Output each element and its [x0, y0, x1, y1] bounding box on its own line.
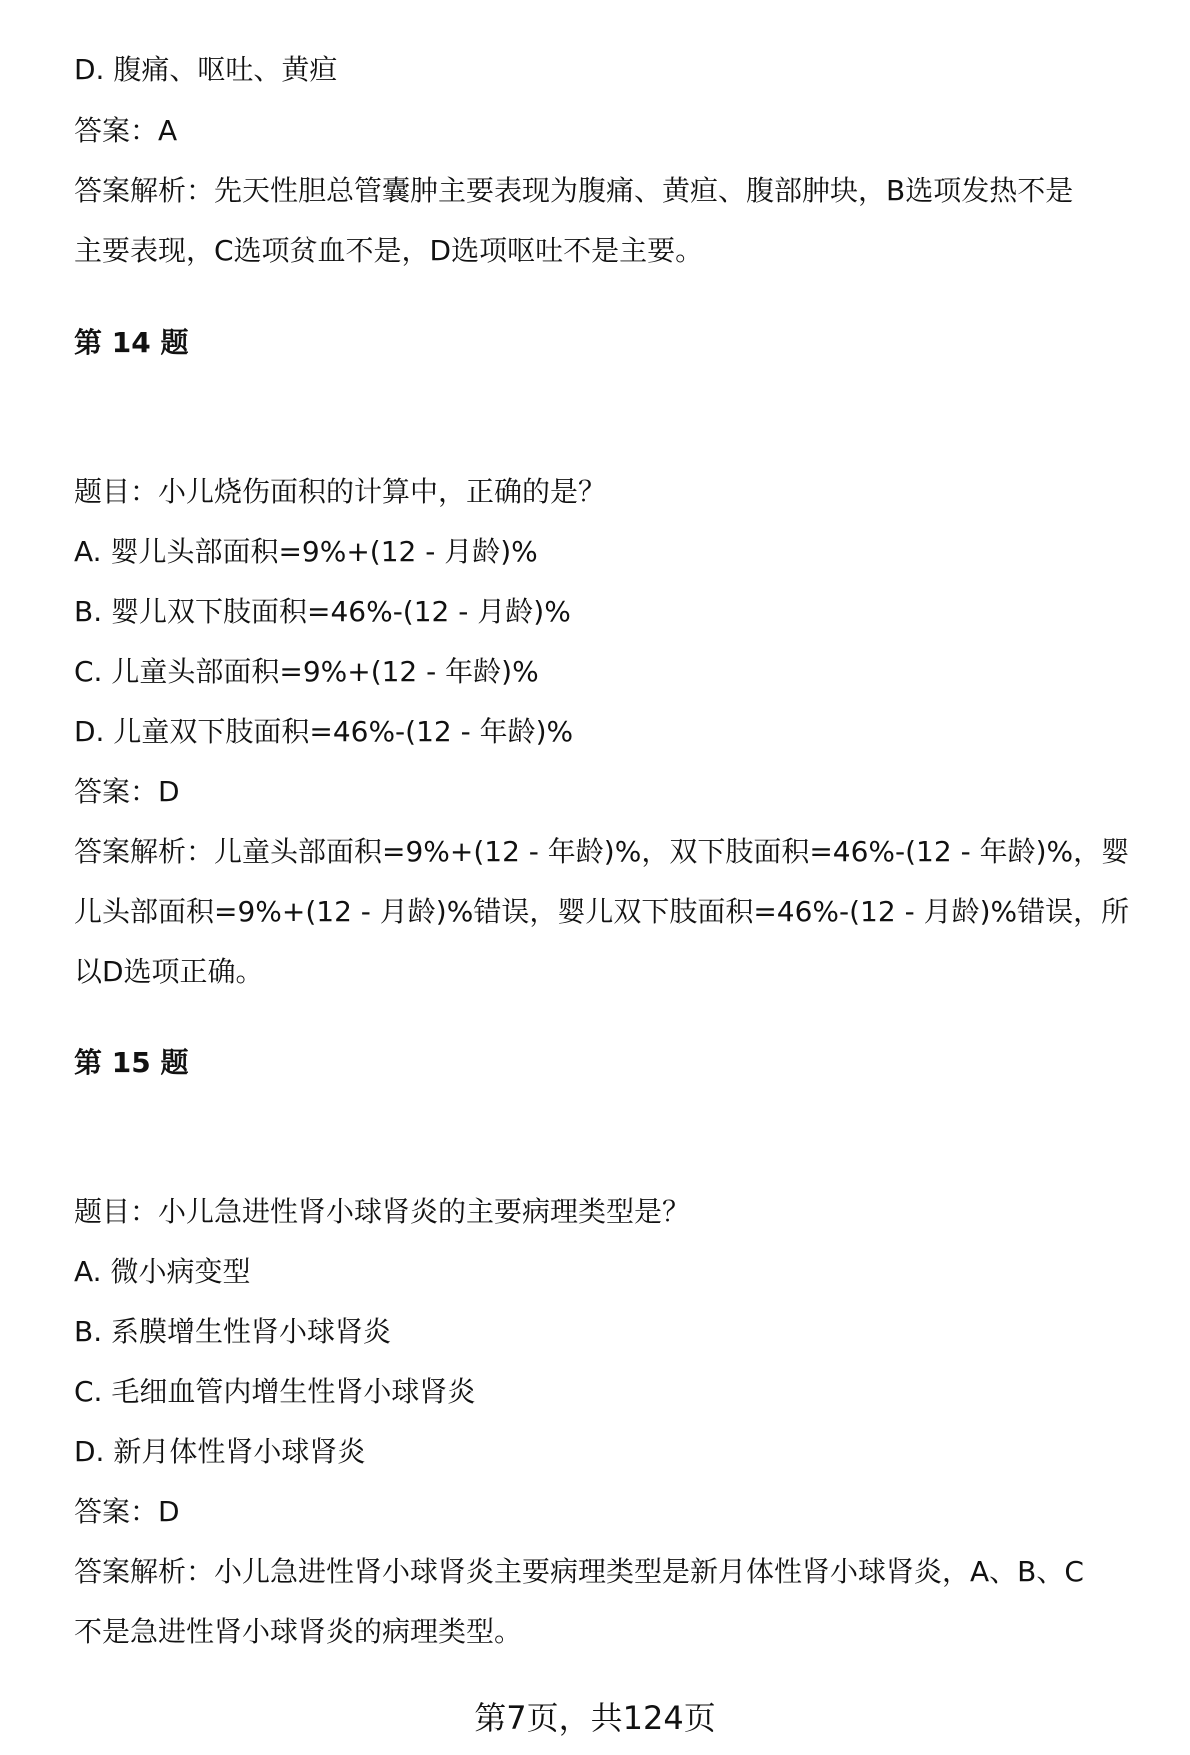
q13-option-d: D. 腹痛、呕吐、黄疸 [74, 53, 338, 86]
q14-option-d: D. 儿童双下肢面积=46%-(12 - 年龄)% [74, 715, 574, 748]
q13-analysis-line-1: 答案解析：先天性胆总管囊肿主要表现为腹痛、黄疸、腹部肿块，B选项发热不是 [74, 174, 1074, 207]
q14-answer: 答案：D [74, 775, 180, 808]
q14-analysis-line-1: 答案解析：儿童头部面积=9%+(12 - 年龄)%，双下肢面积=46%-(12 - 年龄)%，婴 [74, 835, 1130, 868]
q13-analysis-line-2: 主要表现，C选项贫血不是，D选项呕吐不是主要。 [74, 234, 704, 267]
page-number-footer: 第7页，共124页 [474, 1699, 716, 1737]
q14-analysis-line-3: 以D选项正确。 [74, 955, 264, 988]
q15-heading: 第 15 题 [74, 1046, 189, 1079]
q14-option-a: A. 婴儿头部面积=9%+(12 - 月龄)% [74, 535, 538, 568]
q15-analysis-line-1: 答案解析：小儿急进性肾小球肾炎主要病理类型是新月体性肾小球肾炎，A、B、C [74, 1555, 1084, 1588]
q15-analysis-line-2: 不是急进性肾小球肾炎的病理类型。 [74, 1615, 523, 1648]
q13-answer: 答案：A [74, 114, 178, 147]
q15-answer: 答案：D [74, 1495, 180, 1528]
q14-question: 题目：小儿烧伤面积的计算中，正确的是？ [74, 475, 607, 508]
q14-analysis-line-2: 儿头部面积=9%+(12 - 月龄)%错误，婴儿双下肢面积=46%-(12 - 月龄)%错误，所 [74, 895, 1130, 928]
q15-option-a: A. 微小病变型 [74, 1255, 251, 1288]
q15-option-b: B. 系膜增生性肾小球肾炎 [74, 1315, 392, 1348]
q14-option-b: B. 婴儿双下肢面积=46%-(12 - 月龄)% [74, 595, 571, 628]
q14-option-c: C. 儿童头部面积=9%+(12 - 年龄)% [74, 655, 539, 688]
q15-option-d: D. 新月体性肾小球肾炎 [74, 1435, 366, 1468]
q15-option-c: C. 毛细血管内增生性肾小球肾炎 [74, 1375, 476, 1408]
q14-heading: 第 14 题 [74, 326, 189, 359]
q15-question: 题目：小儿急进性肾小球肾炎的主要病理类型是？ [74, 1195, 691, 1228]
